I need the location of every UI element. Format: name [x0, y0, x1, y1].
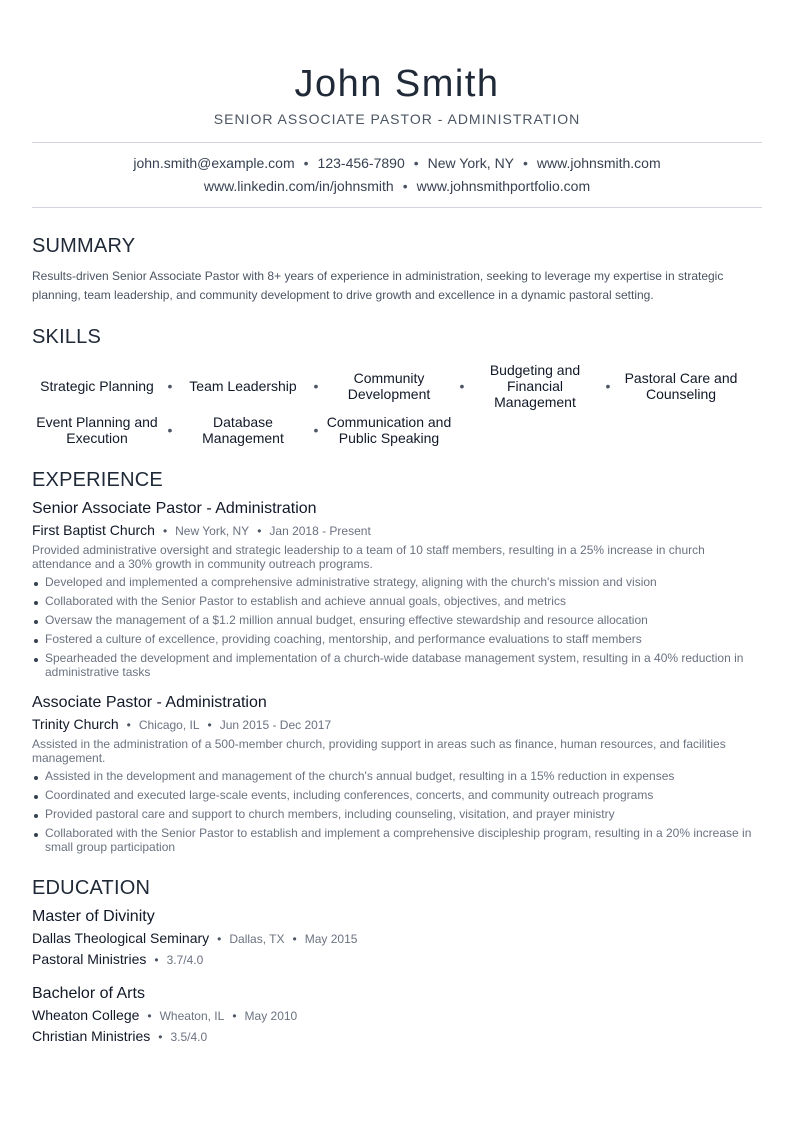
- job-dates: Jan 2018 - Present: [269, 524, 371, 538]
- skill-separator: •: [459, 378, 465, 394]
- contact-location: New York, NY: [427, 155, 515, 171]
- job-description: Provided administrative oversight and strategic leadership to a team of 10 staff members, resulting in a 25% increase in church attendance and a 30% growth in community outreach programs.: [32, 543, 705, 571]
- job-description: Assisted in the administration of a 500-member church, providing support in areas such as finance, human resources, and facilities management.: [32, 737, 726, 765]
- contact-phone[interactable]: 123-456-7890: [317, 155, 405, 171]
- contact-line-2: [32, 175, 762, 198]
- skill-item: Team Leadership: [189, 378, 297, 394]
- meta-separator: •: [257, 524, 262, 538]
- job-location: New York, NY: [175, 524, 250, 538]
- contact-line-1: [32, 152, 762, 175]
- list-item: Assisted in the development and management of the church's annual budget, resulting in a 15% reduction in expenses: [32, 769, 762, 783]
- candidate-name: John Smith: [294, 63, 500, 105]
- skill-separator: •: [605, 378, 611, 394]
- job-meta: [32, 715, 762, 734]
- school-location: Wheaton, IL: [159, 1009, 225, 1023]
- list-item: Fostered a culture of excellence, providing coaching, mentorship, and performance evaluations to staff members: [32, 632, 762, 646]
- skill-item: Database Management: [202, 414, 284, 446]
- meta-separator: •: [232, 1009, 237, 1023]
- meta-separator: •: [207, 718, 212, 732]
- graduation-date: May 2010: [244, 1009, 298, 1023]
- skills-list: [32, 362, 762, 446]
- skill-separator: •: [313, 378, 319, 394]
- skill-item: Community Development: [347, 370, 431, 402]
- job-dates: Jun 2015 - Dec 2017: [219, 718, 332, 732]
- job-entry: [32, 693, 762, 854]
- candidate-title: SENIOR ASSOCIATE PASTOR - ADMINISTRATION: [213, 111, 581, 127]
- skills-heading: SKILLS: [32, 326, 102, 348]
- education-school-line: [32, 929, 762, 948]
- list-item: Developed and implemented a comprehensive administrative strategy, aligning with the church's mission and vision: [32, 575, 762, 589]
- header-divider-bottom: [32, 207, 762, 208]
- contact-separator: •: [523, 155, 528, 171]
- education-field-line: [32, 1027, 762, 1046]
- job-title: Senior Associate Pastor - Administration: [32, 500, 317, 517]
- education-field-line: [32, 950, 762, 969]
- field-of-study: Christian Ministries: [32, 1028, 151, 1044]
- gpa: 3.7/4.0: [166, 953, 204, 967]
- education-entry: [32, 907, 762, 969]
- job-bullets: [32, 575, 762, 679]
- graduation-date: May 2015: [304, 932, 358, 946]
- skill-item: Communication and Public Speaking: [326, 414, 452, 446]
- skill-item: Pastoral Care and Counseling: [624, 370, 738, 402]
- job-organization: First Baptist Church: [32, 522, 155, 538]
- meta-separator: •: [158, 1030, 163, 1044]
- job-entry: [32, 499, 762, 679]
- job-organization: Trinity Church: [32, 716, 119, 732]
- list-item: Collaborated with the Senior Pastor to establish and achieve annual goals, objectives, and metrics: [32, 594, 762, 608]
- contact-block: [32, 143, 762, 207]
- contact-separator: •: [303, 155, 309, 171]
- skills-row-2: [32, 414, 762, 446]
- list-item: Provided pastoral care and support to church members, including counseling, visitation, and prayer ministry: [32, 807, 762, 821]
- meta-separator: •: [147, 1009, 152, 1023]
- degree-title: Bachelor of Arts: [32, 985, 145, 1002]
- summary-text: Results-driven Senior Associate Pastor with 8+ years of experience in administration, seeking to leverage my expertise in strategic planning, team leadership, and community development to drive growth and excellence in a dynamic pastoral setting.: [32, 269, 724, 302]
- meta-separator: •: [154, 953, 159, 967]
- gpa: 3.5/4.0: [170, 1030, 208, 1044]
- skill-separator: •: [167, 378, 173, 394]
- job-location: Chicago, IL: [138, 718, 200, 732]
- meta-separator: •: [126, 718, 131, 732]
- experience-heading: EXPERIENCE: [32, 469, 163, 491]
- contact-email[interactable]: john.smith@example.com: [133, 155, 295, 171]
- skill-separator: •: [167, 422, 173, 438]
- list-item: Coordinated and executed large-scale events, including conferences, concerts, and community outreach programs: [32, 788, 762, 802]
- meta-separator: •: [292, 932, 297, 946]
- contact-separator: •: [402, 178, 408, 194]
- degree-title: Master of Divinity: [32, 908, 155, 925]
- list-item: Collaborated with the Senior Pastor to establish and implement a comprehensive discipleship program, resulting in a 20% increase in small group participation: [32, 826, 762, 854]
- education-heading: EDUCATION: [32, 877, 151, 899]
- school-name: Wheaton College: [32, 1007, 140, 1023]
- job-bullets: [32, 769, 762, 854]
- skill-item: Budgeting and Financial Management: [489, 362, 581, 410]
- meta-separator: •: [162, 524, 168, 538]
- school-location: Dallas, TX: [229, 932, 285, 946]
- school-name: Dallas Theological Seminary: [32, 930, 210, 946]
- field-of-study: Pastoral Ministries: [32, 951, 147, 967]
- list-item: Oversaw the management of a $1.2 million annual budget, ensuring effective stewardship and resource allocation: [32, 613, 762, 627]
- job-title: Associate Pastor - Administration: [32, 694, 267, 711]
- list-item: Spearheaded the development and implementation of a church-wide database management system, resulting in a 40% reduction in administrative tasks: [32, 651, 762, 679]
- contact-portfolio[interactable]: www.johnsmithportfolio.com: [416, 178, 591, 194]
- skills-row-1: [32, 362, 762, 410]
- skill-item: Event Planning and Execution: [36, 414, 158, 446]
- meta-separator: •: [217, 932, 222, 946]
- contact-linkedin[interactable]: www.linkedin.com/in/johnsmith: [203, 178, 394, 194]
- contact-website[interactable]: www.johnsmith.com: [536, 155, 661, 171]
- contact-separator: •: [413, 155, 419, 171]
- education-school-line: [32, 1006, 762, 1025]
- summary-heading: SUMMARY: [32, 235, 136, 257]
- education-entry: [32, 984, 762, 1046]
- skill-separator: •: [313, 422, 319, 438]
- job-meta: [32, 521, 762, 540]
- skill-item: Strategic Planning: [40, 378, 154, 394]
